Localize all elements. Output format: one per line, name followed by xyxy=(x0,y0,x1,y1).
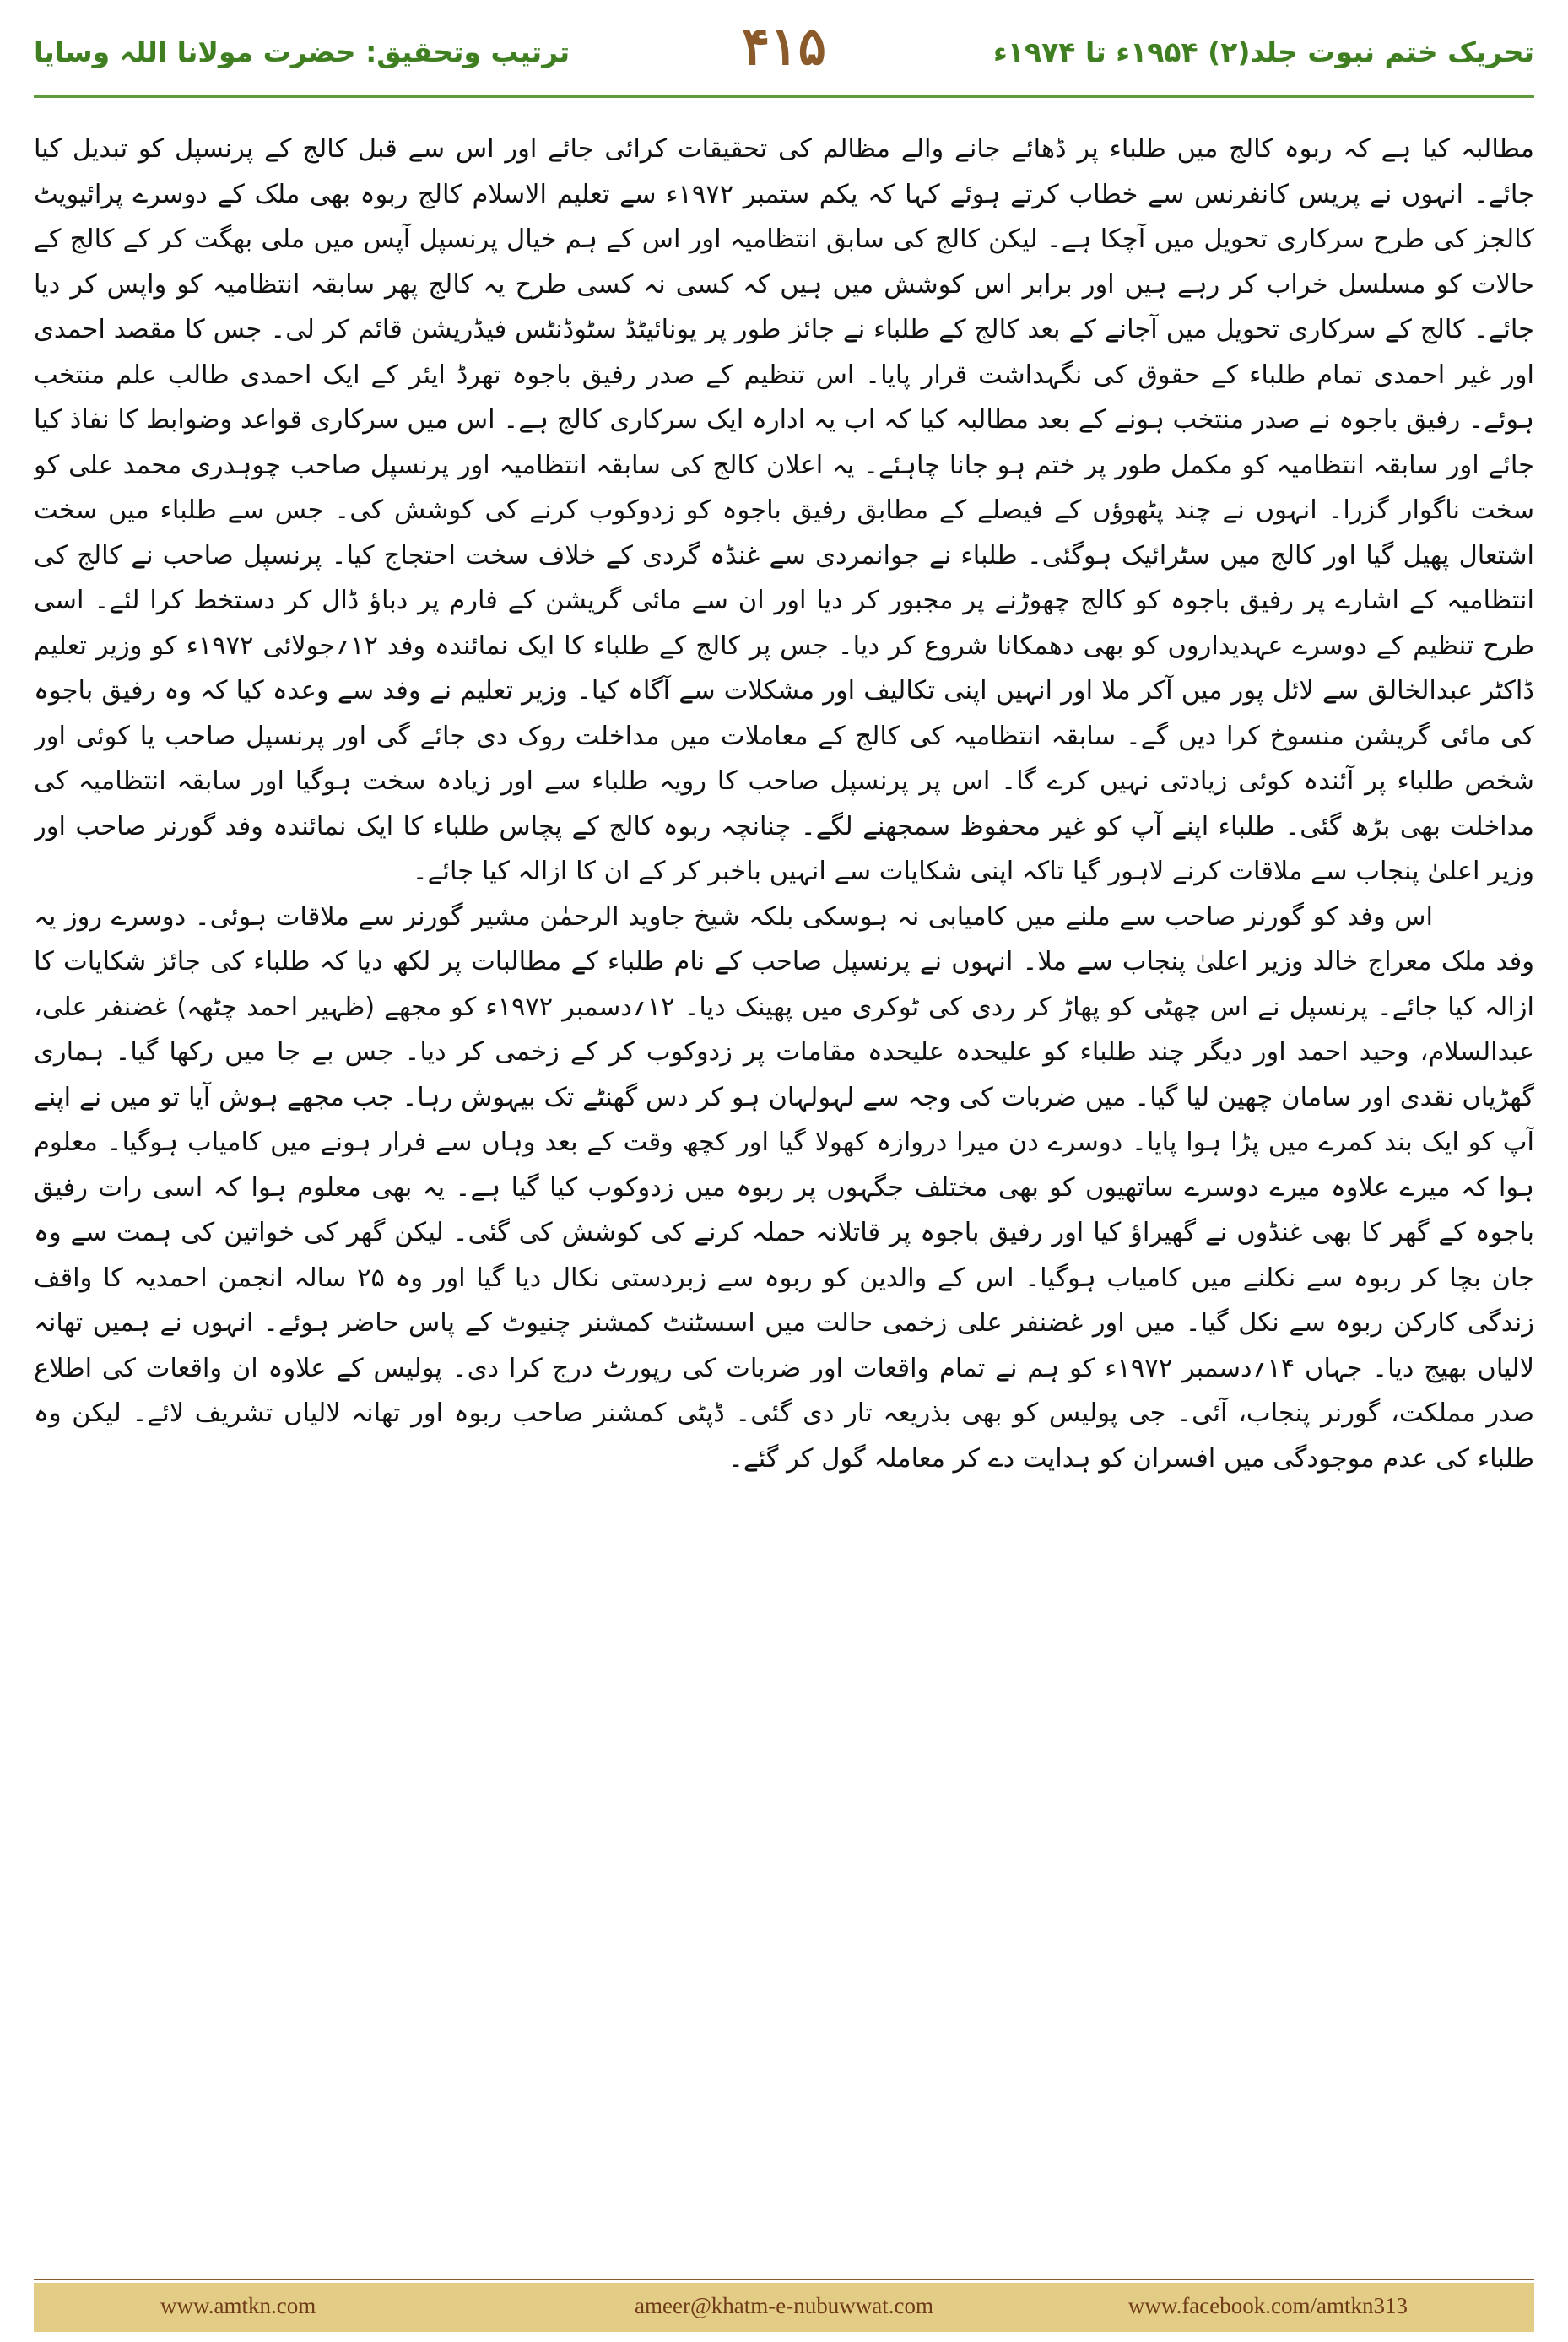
paragraph-2: اس وفد کو گورنر صاحب سے ملنے میں کامیابی نہ ہوسکی بلکہ شیخ جاوید الرحمٰن مشیر گورنر سے ملاقات ہوئی۔ دوسرے روز یہ وفد ملک معراج خالد وزیر اعلیٰ پنجاب سے ملا۔ انہوں نے پرنسپل صاحب کے نام طلباء کے مطالبات پر لکھ دیا کہ طلباء کی جائز شکایات کا ازالہ کیا جائے۔ پرنسپل نے اس چھٹی کو پھاڑ کر ردی کی ٹوکری میں پھینک دیا۔ ۱۲؍دسمبر ۱۹۷۲ء کو مجھے (ظہیر احمد چٹھہ) غضنفر علی، عبدالسلام، وحید احمد اور دیگر چند طلباء کو علیحدہ علیحدہ مقامات پر زدوکوب کر کے زخمی کر دیا۔ جس بے جا میں رکھا گیا۔ ہماری گھڑیاں نقدی اور سامان چھین لیا گیا۔ میں ضربات کی وجہ سے لہولہان ہو کر دس گھنٹے تک بیہوش رہا۔ جب مجھے ہوش آیا تو میں نے اپنے آپ کو ایک بند کمرے میں پڑا ہوا پایا۔ دوسرے دن میرا دروازہ کھولا گیا اور کچھ وقت کے بعد وہاں سے فرار ہونے میں کامیاب ہوگیا۔ معلوم ہوا کہ میرے علاوہ میرے دوسرے ساتھیوں کو بھی مختلف جگہوں پر ربوہ میں زدوکوب کیا گیا ہے۔ یہ بھی معلوم ہوا کہ اسی رات رفیق باجوہ کے گھر کا بھی غنڈوں نے گھیراؤ کیا اور رفیق باجوہ پر قاتلانہ حملہ کرنے کی کوشش کی گئی۔ لیکن گھر کی خواتین کی ہمت سے وہ جان بچا کر ربوہ سے نکلنے میں کامیاب ہوگیا۔ اس کے والدین کو ربوہ سے زبردستی نکال دیا گیا اور وہ ۲۵ سالہ انجمن احمدیہ کا واقف زندگی کارکن ربوہ سے نکل گیا۔ میں اور غضنفر علی زخمی حالت میں اسسٹنٹ کمشنر چنیوٹ کے پاس حاضر ہوئے۔ انہوں نے ہمیں تھانہ لالیاں بھیج دیا۔ جہاں ۱۴؍دسمبر ۱۹۷۲ء کو ہم نے تمام واقعات اور ضربات کی رپورٹ درج کرا دی۔ پولیس کے علاوہ ان واقعات کی اطلاع صدر مملکت، گورنر پنجاب، آئی۔ جی پولیس کو بھی بذریعہ تار دی گئی۔ ڈپٹی کمشنر صاحب ربوہ اور تھانہ لالیاں تشریف لائے۔ لیکن وہ طلباء کی عدم موجودگی میں افسران کو ہدایت دے کر معاملہ گول کر گئے۔ xyxy=(34,901,1534,1474)
facebook-link[interactable]: www.facebook.com/amtkn313 xyxy=(1127,2293,1408,2318)
footer-divider xyxy=(34,2279,1534,2280)
compiler-credit: ترتیب وتحقیق: حضرت مولانا اللہ وسایا xyxy=(34,35,570,68)
header-divider xyxy=(34,95,1534,98)
book-title: تحریک ختم نبوت جلد(۲) ۱۹۵۴ء تا ۱۹۷۴ء xyxy=(993,35,1534,68)
email-link[interactable]: ameer@khatm-e-nubuwwat.com xyxy=(635,2293,933,2318)
website-link[interactable]: www.amtkn.com xyxy=(160,2293,316,2318)
paragraph-1: مطالبہ کیا ہے کہ ربوہ کالج میں طلباء پر ڈھائے جانے والے مظالم کی تحقیقات کرائی جائے اور اس سے قبل کالج کے پرنسپل کو تبدیل کیا جائے۔ انہوں نے پریس کانفرنس سے خطاب کرتے ہوئے کہا کہ یکم ستمبر ۱۹۷۲ء سے تعلیم الاسلام کالج ربوہ بھی ملک کے دوسرے پرائیویٹ کالجز کی طرح سرکاری تحویل میں آچکا ہے۔ لیکن کالج کی سابق انتظامیہ اور اس کے ہم خیال پرنسپل آپس میں ملی بھگت کر کے کالج کے حالات کو مسلسل خراب کر رہے ہیں اور برابر اس کوشش میں ہیں کہ کسی نہ کسی طرح یہ کالج پھر سابقہ انتظامیہ کو واپس کر دیا جائے۔ کالج کے سرکاری تحویل میں آجانے کے بعد کالج کے طلباء نے جائز طور پر یونائیٹڈ سٹوڈنٹس فیڈریشن قائم کر لی۔ جس کا مقصد احمدی اور غیر احمدی تمام طلباء کے حقوق کی نگہداشت قرار پایا۔ اس تنظیم کے صدر رفیق باجوہ تھرڈ ایئر کے ایک احمدی طالب علم منتخب ہوئے۔ رفیق باجوہ نے صدر منتخب ہونے کے بعد مطالبہ کیا کہ اب یہ ادارہ ایک سرکاری کالج ہے۔ اس میں سرکاری قواعد وضوابط کا نفاذ کیا جائے اور سابقہ انتظامیہ کو مکمل طور پر ختم ہو جانا چاہئے۔ یہ اعلان کالج کی سابقہ انتظامیہ اور پرنسپل صاحب چوہدری محمد علی کو سخت ناگوار گزرا۔ انہوں نے چند پٹھوؤں کے فیصلے کے مطابق رفیق باجوہ کو زدوکوب کرنے کی کوشش کی۔ جس سے طلباء میں سخت اشتعال پھیل گیا اور کالج میں سٹرائیک ہوگئی۔ طلباء نے جوانمردی سے غنڈہ گردی کے خلاف سخت احتجاج کیا۔ پرنسپل صاحب نے کالج کی انتظامیہ کے اشارے پر رفیق باجوہ کو کالج چھوڑنے پر مجبور کر دیا اور ان سے مائی گریشن کے فارم پر دباؤ ڈال کر دستخط کرا لئے۔ اسی طرح تنظیم کے دوسرے عہدیداروں کو بھی دھمکانا شروع کر دیا۔ جس پر کالج کے طلباء کا ایک نمائندہ وفد ۱۲؍جولائی ۱۹۷۲ء کو وزیر تعلیم ڈاکٹر عبدالخالق سے لائل پور میں آکر ملا اور انہیں اپنی تکالیف اور مشکلات سے آگاہ کیا۔ وزیر تعلیم نے وفد سے وعدہ کیا کہ وہ رفیق باجوہ کی مائی گریشن منسوخ کرا دیں گے۔ سابقہ انتظامیہ کی کالج کے معاملات میں مداخلت روک دی جائے گی اور پرنسپل صاحب یا کوئی اور شخص طلباء پر آئندہ کوئی زیادتی نہیں کرے گا۔ اس پر پرنسپل صاحب کا رویہ طلباء سے اور زیادہ سخت ہوگیا اور سابقہ انتظامیہ کی مداخلت بھی بڑھ گئی۔ طلباء اپنے آپ کو غیر محفوظ سمجھنے لگے۔ چنانچہ ربوہ کالج کے پچاس طلباء کا ایک نمائندہ وفد گورنر صاحب اور وزیر اعلیٰ پنجاب سے ملاقات کرنے لاہور گیا تاکہ اپنی شکایات سے انہیں باخبر کر کے ان کا ازالہ کیا جائے۔ xyxy=(34,134,1534,886)
page-footer xyxy=(34,2283,1534,2332)
page-header xyxy=(0,0,1568,127)
article-body xyxy=(34,127,1534,2253)
page-number: ۴۱۵ xyxy=(742,15,826,77)
